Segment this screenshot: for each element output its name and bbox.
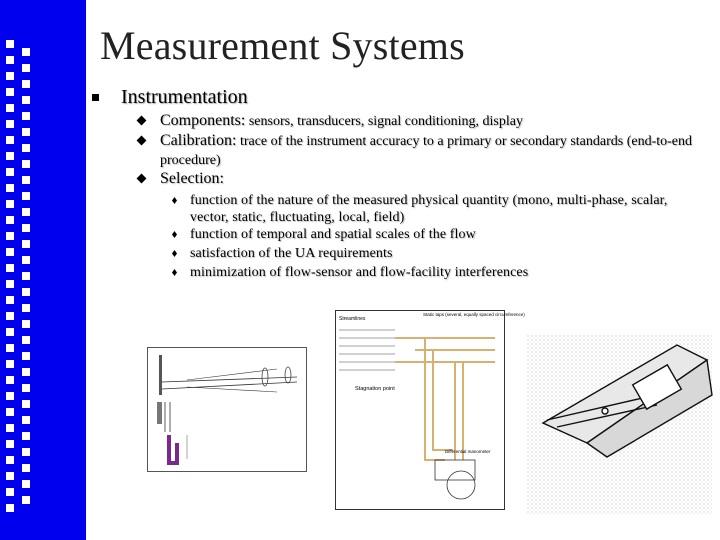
- item-selection: [138, 170, 698, 189]
- sub-item: satisfaction of the UA requirements: [172, 245, 692, 262]
- item-head: Calibration:: [160, 132, 237, 149]
- left-decorative-band: [0, 0, 86, 540]
- small-diamond-bullet-icon: [172, 231, 177, 238]
- pitot-static-tube-figure: [335, 310, 525, 510]
- diamond-bullet-icon: [137, 174, 147, 184]
- band-squares: [6, 40, 22, 520]
- small-diamond-bullet-icon: [172, 250, 177, 257]
- label-streamlines: Streamlines: [339, 316, 366, 322]
- label-differential-manometer: Differential manometer: [445, 449, 491, 454]
- label-stagnation-point: Stagnation point: [355, 386, 395, 392]
- bullet-instrumentation: [92, 86, 248, 109]
- item-text: sensors, transducers, signal conditioning, display: [245, 114, 523, 129]
- diamond-bullet-icon: [137, 116, 147, 126]
- item-text: trace of the instrument accuracy to a primary or secondary standards (end-to-end procedure): [160, 134, 693, 168]
- small-diamond-bullet-icon: [172, 197, 177, 204]
- diamond-bullet-icon: [137, 136, 147, 146]
- sub-item: function of the nature of the measured physical quantity (mono, multi-phase, scalar, vector, static, fluctuating, local, field): [172, 192, 692, 226]
- sub-item: minimization of flow-sensor and flow-facility interferences: [172, 264, 692, 281]
- slide-title: Measurement Systems: [100, 23, 465, 68]
- label-static-taps: Static taps (several, equally spaced circumference): [423, 312, 525, 317]
- sub-item: function of temporal and spatial scales of the flow: [172, 226, 692, 243]
- bullet-label: Instrumentation: [121, 86, 248, 108]
- square-bullet-icon: [92, 94, 99, 101]
- item-calibration: [138, 132, 698, 170]
- probe-photo-figure: [527, 335, 712, 515]
- band-squares-2: [22, 48, 38, 512]
- item-head: Components:: [160, 112, 246, 129]
- item-head: Selection:: [160, 170, 224, 187]
- probe-sketch-figure: [147, 347, 307, 472]
- small-diamond-bullet-icon: [172, 269, 177, 276]
- item-components: [138, 112, 698, 131]
